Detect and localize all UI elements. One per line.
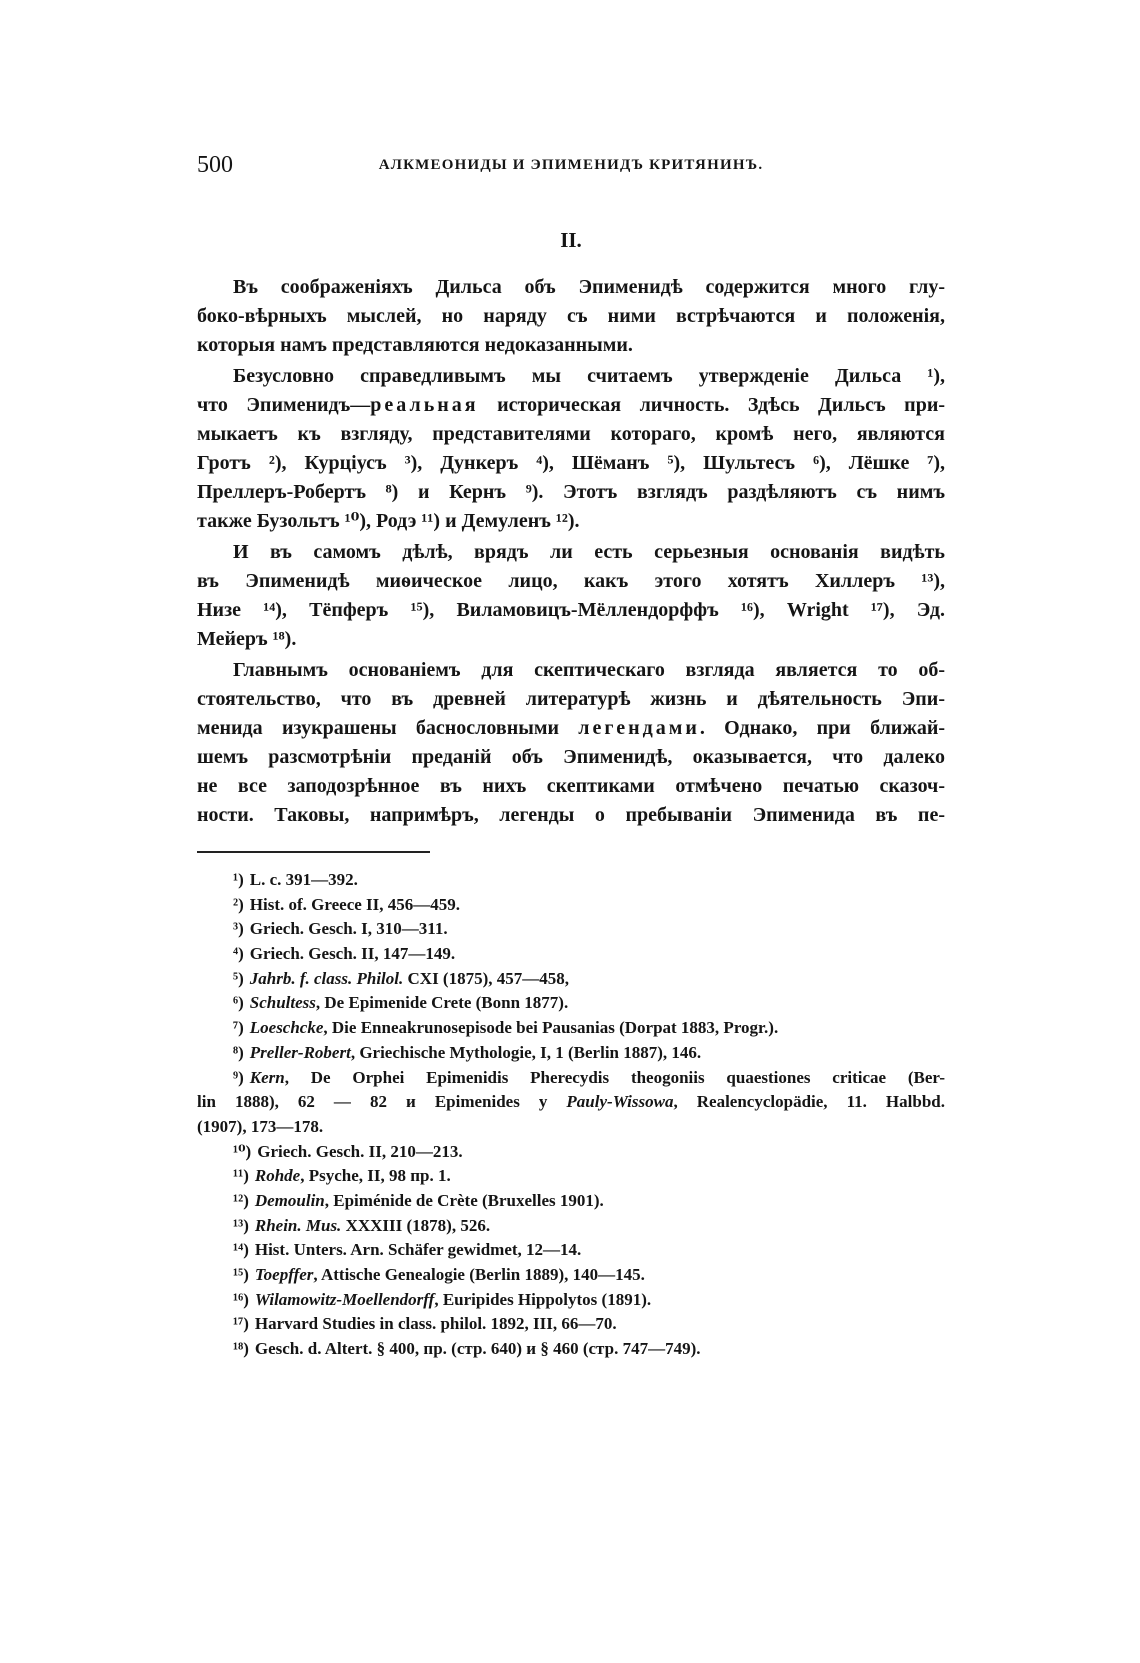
text-run: Главнымъ основаніемъ для скептическаго взгляда является то об- bbox=[233, 659, 945, 681]
text-run: Griech. Gesch. II, 147—149. bbox=[249, 944, 456, 964]
footnote bbox=[197, 942, 945, 967]
text-run: боко-вѣрныхъ мыслей, но наряду съ ними встрѣчаются и положенія, bbox=[197, 305, 945, 327]
text-run: XXXIII (1878), 526. bbox=[341, 1215, 491, 1235]
text-run: Гротъ ²), Курціусъ ³), Дункеръ ⁴), Шёманъ ⁵), Шультесъ ⁶), Лёшке ⁷), bbox=[197, 452, 945, 474]
text-run: что Эпименидъ— bbox=[197, 394, 371, 416]
footnote-line bbox=[197, 1263, 945, 1288]
body-line bbox=[197, 538, 945, 567]
text-run: Hist. of. Greece II, 456—459. bbox=[249, 894, 461, 914]
body-line bbox=[197, 273, 945, 302]
body-line bbox=[197, 302, 945, 331]
text-run: мыкаетъ къ взгляду, представителями котораго, кромѣ него, являются bbox=[197, 423, 945, 445]
spaced-text-run: реальная bbox=[370, 394, 479, 416]
footnote-line bbox=[197, 991, 945, 1016]
footnote bbox=[197, 1066, 945, 1140]
page-number: 500 bbox=[197, 152, 233, 178]
footnote bbox=[197, 868, 945, 893]
footnote-line bbox=[197, 1238, 945, 1263]
footnote-number: ⁸) bbox=[233, 1042, 244, 1062]
footnote-number: ²) bbox=[233, 894, 244, 914]
footnote-number: ⁵) bbox=[233, 968, 244, 988]
footnote-line bbox=[197, 1140, 945, 1165]
footnote bbox=[197, 1288, 945, 1313]
paragraph bbox=[197, 362, 945, 536]
text-run: Griech. Gesch. I, 310—311. bbox=[249, 919, 448, 939]
body-line bbox=[197, 596, 945, 625]
text-run: , Epiménide de Crète (Bruxelles 1901). bbox=[324, 1190, 604, 1210]
text-run: L. c. 391—392. bbox=[249, 870, 358, 889]
footnote bbox=[197, 1312, 945, 1337]
text-run: Въ соображеніяхъ Дильса объ Эпименидѣ содержится много глу- bbox=[233, 276, 945, 298]
body-line bbox=[197, 420, 945, 449]
footnote-number: ⁶) bbox=[233, 993, 244, 1013]
footnote-number: ¹¹) bbox=[233, 1166, 249, 1186]
footnote-line bbox=[197, 967, 945, 992]
text-run: , Die Enneakrunosepisode bei Pausanias (Dorpat 1883, Progr.). bbox=[323, 1018, 779, 1038]
italic-text-run: Loeschcke bbox=[249, 1018, 324, 1038]
footnote-number: ¹) bbox=[233, 870, 244, 889]
body-line bbox=[197, 507, 945, 536]
italic-text-run: Rohde bbox=[254, 1166, 301, 1186]
footnote bbox=[197, 1041, 945, 1066]
footnote-number: ¹³) bbox=[233, 1215, 249, 1235]
paragraph bbox=[197, 656, 945, 830]
text-run: Преллеръ-Робертъ ⁸) и Кернъ ⁹). Этотъ взглядъ раздѣляютъ съ нимъ bbox=[197, 481, 945, 503]
footnote-number: ¹⁶) bbox=[233, 1289, 249, 1309]
text-run: , Euripides Hippolytos (1891). bbox=[434, 1289, 652, 1309]
footnote-line bbox=[197, 893, 945, 918]
footnotes bbox=[197, 868, 945, 1362]
text-run: историческая личность. Здѣсь Дильсъ при- bbox=[478, 394, 945, 416]
footnote bbox=[197, 991, 945, 1016]
body-line bbox=[197, 391, 945, 420]
footnote-line bbox=[197, 1115, 945, 1140]
text-run: шемъ разсмотрѣніи преданій объ Эпименидѣ, оказывается, что далеко bbox=[197, 746, 945, 768]
italic-text-run: Demoulin bbox=[254, 1190, 325, 1210]
text-run: lin 1888), 62 — 82 и Epimenides у bbox=[197, 1092, 567, 1112]
footnote bbox=[197, 1263, 945, 1288]
footnote-line bbox=[197, 868, 945, 893]
italic-text-run: Toepffer bbox=[254, 1265, 314, 1284]
footnote-line bbox=[197, 1337, 945, 1362]
footnote-line bbox=[197, 942, 945, 967]
footnote bbox=[197, 1214, 945, 1239]
footnote-line bbox=[197, 1189, 945, 1214]
footnote-line bbox=[197, 1041, 945, 1066]
spaced-text-run: легендами bbox=[578, 717, 700, 739]
italic-text-run: Kern bbox=[249, 1067, 285, 1087]
body-line bbox=[197, 625, 945, 654]
italic-text-run: Pauly-Wissowa bbox=[566, 1092, 674, 1112]
text-run: Griech. Gesch. II, 210—213. bbox=[257, 1141, 463, 1161]
text-run: Hist. Unters. Arn. Schäfer gewidmet, 12—14. bbox=[254, 1240, 582, 1260]
footnote-line bbox=[197, 917, 945, 942]
text-run: которыя намъ представляются недоказанными. bbox=[197, 334, 633, 356]
body-line bbox=[197, 743, 945, 772]
footnote-number: ¹⁰) bbox=[233, 1141, 252, 1161]
body-line bbox=[197, 801, 945, 830]
body-line bbox=[197, 772, 945, 801]
paragraph bbox=[197, 273, 945, 360]
text-run: Harvard Studies in class. philol. 1892, III, 66—70. bbox=[254, 1314, 617, 1334]
text-run: , De Orphei Epimenidis Pherecydis theogoniis quaestiones criticae (Ber- bbox=[284, 1067, 945, 1087]
footnote-line bbox=[197, 1090, 945, 1115]
text-run: Gesch. d. Altert. § 400, пр. (стр. 640) и § 460 (стр. 747—749). bbox=[254, 1339, 701, 1359]
footnote-number: ³) bbox=[233, 919, 244, 939]
body-line bbox=[197, 567, 945, 596]
footnote bbox=[197, 1337, 945, 1362]
page-header bbox=[197, 150, 945, 180]
italic-text-run: Jahrb. f. class. Philol. bbox=[249, 968, 404, 988]
footnote-line bbox=[197, 1066, 945, 1091]
body-line bbox=[197, 685, 945, 714]
italic-text-run: Rhein. Mus. bbox=[254, 1215, 342, 1235]
body-line bbox=[197, 331, 945, 360]
text-run: Безусловно справедливымъ мы считаемъ утвержденіе Дильса ¹), bbox=[233, 365, 945, 387]
text-run: , Attische Genealogie (Berlin 1889), 140—145. bbox=[313, 1265, 645, 1284]
text-run: Мейеръ ¹⁸). bbox=[197, 628, 297, 650]
paragraph bbox=[197, 538, 945, 654]
footnote-line bbox=[197, 1312, 945, 1337]
footnote-number: ⁴) bbox=[233, 944, 244, 964]
italic-text-run: Wilamowitz-Moellendorff bbox=[254, 1289, 435, 1309]
text-run: менида изукрашены баснословными bbox=[197, 717, 579, 739]
footnote bbox=[197, 1016, 945, 1041]
body-line bbox=[197, 449, 945, 478]
footnote-line bbox=[197, 1164, 945, 1189]
footnote bbox=[197, 893, 945, 918]
footnote-number: ¹⁷) bbox=[233, 1314, 249, 1334]
text-run: ности. Таковы, напримѣръ, легенды о пребываніи Эпименида въ пе- bbox=[197, 804, 945, 826]
footnote bbox=[197, 1140, 945, 1165]
body-text bbox=[197, 273, 945, 830]
footnote-number: ⁹) bbox=[233, 1067, 244, 1087]
text-run: , De Epimenide Crete (Bonn 1877). bbox=[315, 993, 569, 1013]
footnote-separator bbox=[197, 851, 430, 853]
text-run: Низе ¹⁴), Тёпферъ ¹⁵), Виламовицъ-Мёллендорффъ ¹⁶), Wright ¹⁷), Эд. bbox=[197, 599, 945, 621]
text-run: также Бузольтъ ¹⁰), Родэ ¹¹) и Демуленъ ¹²). bbox=[197, 510, 580, 532]
footnote bbox=[197, 1238, 945, 1263]
footnote-number: ¹²) bbox=[233, 1190, 249, 1210]
running-title: АЛКМЕОНИДЫ И ЭПИМЕНИДЪ КРИТЯНИНЪ. bbox=[378, 157, 764, 173]
text-run: , Realencyclopädie, 11. Halbbd. bbox=[673, 1092, 945, 1112]
footnote-line bbox=[197, 1214, 945, 1239]
body-line bbox=[197, 714, 945, 743]
footnote-number: ¹⁴) bbox=[233, 1240, 249, 1260]
footnote bbox=[197, 967, 945, 992]
footnote bbox=[197, 1164, 945, 1189]
text-run: И въ самомъ дѣлѣ, врядъ ли есть серьезныя основанія видѣть bbox=[233, 541, 945, 563]
text-run: , Psyche, II, 98 пр. 1. bbox=[300, 1166, 451, 1186]
body-line bbox=[197, 656, 945, 685]
text-run: CXI (1875), 457—458, bbox=[403, 968, 570, 988]
italic-text-run: Preller-Robert bbox=[249, 1042, 351, 1062]
footnote-number: ¹⁸) bbox=[233, 1339, 249, 1359]
text-run: не все заподозрѣнное въ нихъ скептиками отмѣчено печатью сказоч- bbox=[197, 775, 945, 797]
body-line bbox=[197, 478, 945, 507]
text-run: (1907), 173—178. bbox=[197, 1116, 324, 1136]
section-heading: II. bbox=[560, 228, 582, 252]
footnote-number: ¹⁵) bbox=[233, 1265, 249, 1284]
footnote bbox=[197, 917, 945, 942]
text-run: , Griechische Mythologie, I, 1 (Berlin 1887), 146. bbox=[350, 1042, 702, 1062]
footnote bbox=[197, 1189, 945, 1214]
text-run: въ Эпименидѣ миѳическое лицо, какъ этого хотятъ Хиллеръ ¹³), bbox=[197, 570, 945, 592]
text-run: . Однако, при ближай- bbox=[699, 717, 945, 739]
text-run: стоятельство, что въ древней литературѣ жизнь и дѣятельность Эпи- bbox=[197, 688, 945, 710]
italic-text-run: Schultess bbox=[249, 993, 316, 1013]
footnote-line bbox=[197, 1288, 945, 1313]
footnote-line bbox=[197, 1016, 945, 1041]
body-line bbox=[197, 362, 945, 391]
footnote-number: ⁷) bbox=[233, 1018, 244, 1038]
